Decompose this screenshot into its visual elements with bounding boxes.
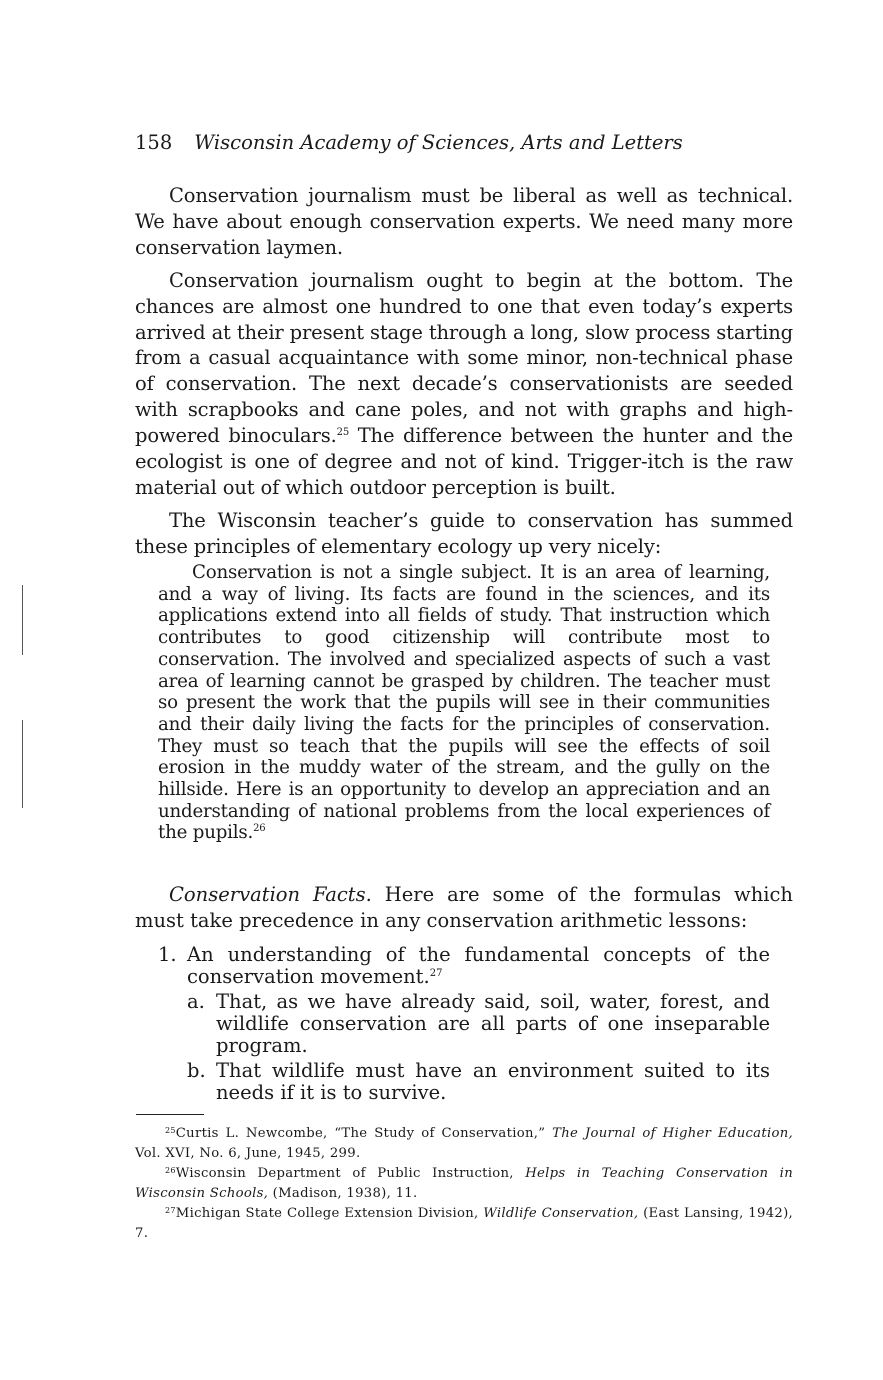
footnote-title: Helps in Teaching Conservation in Wisconsin Schools, — [135, 1166, 793, 1201]
footnote-post: Vol. XVI, No. 6, June, 1945, 299. — [135, 1145, 361, 1161]
footnote-ref-26: 26 — [253, 823, 266, 835]
list-item-text — [187, 944, 770, 988]
footnote-number: 27 — [165, 1206, 176, 1215]
journal-title: Wisconsin Academy of Sciences, Arts and Letters — [194, 131, 683, 154]
footnote-title: Wildlife Conservation, — [483, 1206, 639, 1221]
block-quote — [158, 562, 770, 844]
sub-list — [187, 991, 770, 1104]
footnote-post: (East Lansing, 1942), 7. — [135, 1206, 794, 1241]
body-text — [135, 183, 793, 567]
footnote-pre: Wisconsin Department of Public Instruction, — [175, 1166, 526, 1181]
margin-mark — [22, 585, 23, 655]
footnote-27 — [135, 1204, 793, 1243]
sub-list-item-text: That, as we have already said, soil, water, forest, and wildlife conservation are all parts of one inseparable program. — [216, 990, 770, 1057]
paragraph-2 — [135, 268, 793, 501]
sub-list-item — [187, 991, 770, 1057]
footnote-pre: Curtis L. Newcombe, “The Study of Conservation,” — [175, 1126, 553, 1141]
facts-body: Here are some of the formulas which must take precedence in any conservation arithmetic lessons: — [135, 883, 793, 932]
footnote-title: The Journal of Higher Education, — [552, 1126, 793, 1141]
list-item — [158, 944, 770, 988]
paragraph-3: The Wisconsin teacher’s guide to conservation has summed these principles of elementary ecology up very nicely: — [135, 508, 793, 558]
footnote-post: (Madison, 1938), 11. — [268, 1185, 418, 1201]
footnote-pre: Michigan State College Extension Division, — [175, 1206, 484, 1221]
facts-heading: Conservation Facts. — [169, 883, 372, 906]
footnote-number: 26 — [165, 1166, 176, 1175]
footnote-ref-27: 27 — [429, 968, 443, 979]
list-item-body: An understanding of the fundamental concepts of the conservation movement. — [187, 943, 770, 988]
margin-mark — [22, 720, 23, 808]
sub-list-item-text: That wildlife must have an environment suited to its needs if it is to survive. — [216, 1059, 770, 1104]
footnote-divider — [136, 1114, 204, 1115]
numbered-list — [158, 944, 770, 1107]
facts-text — [135, 882, 793, 934]
paragraph-2-part-1: Conservation journalism ought to begin at the bottom. The chances are almost one hundred to one that even today’s experts arrived at their present stage through a long, slow process starting from a casual acquaintance with some minor, non-technical phase of conservation. The next decade’s conservationists are seeded with scrapbooks and cane poles, and not with graphs and high-powered binoculars. — [135, 268, 793, 448]
paragraph-2-part-2: The difference between the hunter and the ecologist is one of degree and not of kind. Trigger-itch is the raw material out of which outdoor perception is built. — [135, 424, 793, 499]
sub-list-item-label: a. — [187, 990, 205, 1013]
quote-body: Conservation is not a single subject. It is an area of learning, and a way of living. Its facts are found in the sciences, and its applications extend into all fields of study. That instruction which contributes to good citizenship will contribute most to conservation. The involved and specialized aspects of such a vast area of learning cannot be grasped by children. The teacher must so present the work that the pupils will see in their communities and their daily living the facts for the principles of conservation. They must so teach that the pupils will see the effects of soil erosion in the muddy water of the stream, and the gully on the hillside. Here is an opportunity to develop an appreciation and an understanding of national problems from the local experiences of the pupils. — [158, 562, 770, 844]
page-number: 158 — [135, 131, 173, 154]
paragraph-1: Conservation journalism must be liberal as well as technical. We have about enough conservation experts. We need many more conservation laymen. — [135, 184, 793, 259]
sub-list-item — [187, 1060, 770, 1104]
sub-list-item-label: b. — [187, 1059, 206, 1082]
footnote-26 — [135, 1164, 793, 1203]
list-item-label: 1. — [158, 943, 177, 966]
footnote-ref-25: 25 — [336, 427, 350, 439]
running-header — [135, 131, 735, 154]
footnote-25 — [135, 1124, 793, 1163]
facts-paragraph — [135, 882, 793, 934]
block-quote-text — [158, 562, 770, 844]
footnote-number: 25 — [165, 1126, 176, 1135]
footnotes — [135, 1124, 793, 1244]
